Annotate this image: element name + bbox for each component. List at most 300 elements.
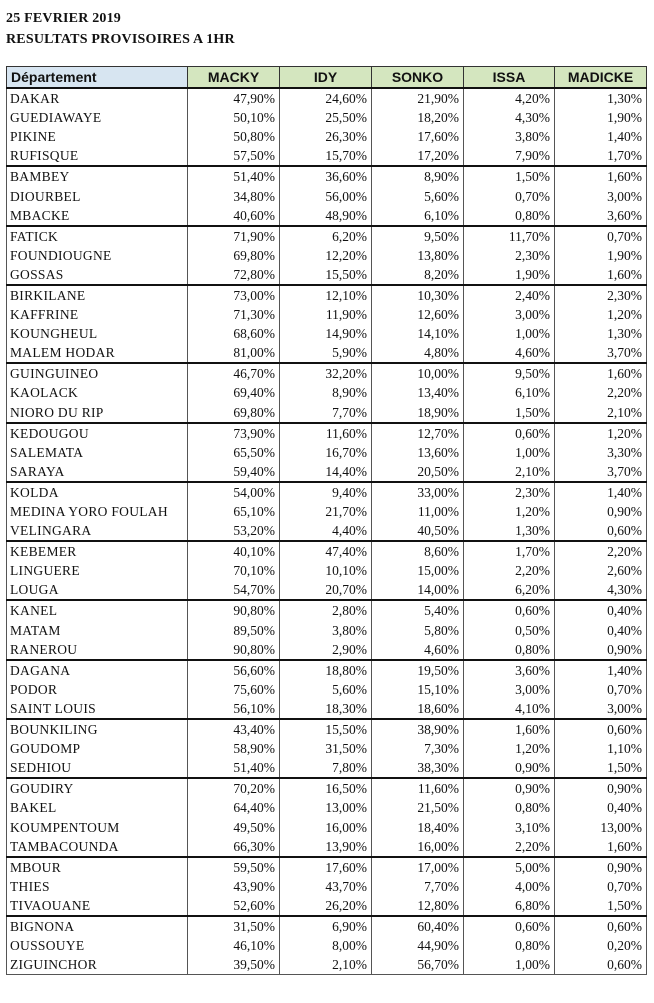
sonko-cell: 40,50% — [372, 521, 464, 541]
table-row — [7, 88, 647, 108]
table-row — [7, 778, 647, 798]
departement-cell: BOUNKILING — [7, 719, 188, 739]
macky-cell: 69,40% — [188, 383, 280, 402]
issa-cell: 0,80% — [464, 798, 555, 817]
departement-cell: KOUMPENTOUM — [7, 817, 188, 836]
idy-cell: 16,50% — [280, 778, 372, 798]
issa-cell: 0,50% — [464, 621, 555, 640]
departement-cell: KEBEMER — [7, 541, 188, 561]
departement-cell: KANEL — [7, 600, 188, 620]
sonko-cell: 21,50% — [372, 798, 464, 817]
sonko-cell: 13,40% — [372, 383, 464, 402]
departement-cell: FATICK — [7, 226, 188, 246]
idy-cell: 11,60% — [280, 423, 372, 443]
departement-cell: PODOR — [7, 680, 188, 699]
table-row — [7, 896, 647, 916]
departement-cell: GUINGUINEO — [7, 363, 188, 383]
column-header-departement: Département — [7, 67, 188, 89]
madicke-cell: 1,40% — [555, 482, 647, 502]
macky-cell: 56,60% — [188, 660, 280, 680]
macky-cell: 51,40% — [188, 166, 280, 186]
issa-cell: 3,00% — [464, 680, 555, 699]
macky-cell: 39,50% — [188, 955, 280, 975]
macky-cell: 90,80% — [188, 600, 280, 620]
madicke-cell: 1,40% — [555, 127, 647, 146]
madicke-cell: 3,00% — [555, 699, 647, 719]
idy-cell: 6,90% — [280, 916, 372, 936]
idy-cell: 56,00% — [280, 186, 372, 205]
issa-cell: 4,00% — [464, 877, 555, 896]
issa-cell: 0,90% — [464, 758, 555, 778]
madicke-cell: 1,70% — [555, 146, 647, 166]
idy-cell: 25,50% — [280, 108, 372, 127]
madicke-cell: 3,30% — [555, 443, 647, 462]
macky-cell: 66,30% — [188, 837, 280, 857]
sonko-cell: 17,60% — [372, 127, 464, 146]
idy-cell: 48,90% — [280, 206, 372, 226]
macky-cell: 70,10% — [188, 561, 280, 580]
madicke-cell: 0,70% — [555, 226, 647, 246]
idy-cell: 26,20% — [280, 896, 372, 916]
table-row — [7, 541, 647, 561]
sonko-cell: 4,80% — [372, 343, 464, 363]
madicke-cell: 0,70% — [555, 680, 647, 699]
madicke-cell: 0,90% — [555, 502, 647, 521]
sonko-cell: 38,30% — [372, 758, 464, 778]
issa-cell: 1,60% — [464, 719, 555, 739]
madicke-cell: 1,10% — [555, 739, 647, 758]
sonko-cell: 12,60% — [372, 305, 464, 324]
idy-cell: 15,50% — [280, 719, 372, 739]
madicke-cell: 4,30% — [555, 580, 647, 600]
table-row — [7, 955, 647, 975]
idy-cell: 4,40% — [280, 521, 372, 541]
madicke-cell: 1,60% — [555, 166, 647, 186]
issa-cell: 7,90% — [464, 146, 555, 166]
macky-cell: 54,00% — [188, 482, 280, 502]
issa-cell: 3,10% — [464, 817, 555, 836]
departement-cell: BAKEL — [7, 798, 188, 817]
macky-cell: 65,10% — [188, 502, 280, 521]
sonko-cell: 5,60% — [372, 186, 464, 205]
madicke-cell: 0,60% — [555, 521, 647, 541]
issa-cell: 1,50% — [464, 403, 555, 423]
sonko-cell: 19,50% — [372, 660, 464, 680]
issa-cell: 1,20% — [464, 502, 555, 521]
issa-cell: 3,80% — [464, 127, 555, 146]
sonko-cell: 4,60% — [372, 640, 464, 660]
table-row — [7, 837, 647, 857]
departement-cell: VELINGARA — [7, 521, 188, 541]
macky-cell: 57,50% — [188, 146, 280, 166]
departement-cell: DAKAR — [7, 88, 188, 108]
column-header-macky: MACKY — [188, 67, 280, 89]
idy-cell: 16,00% — [280, 817, 372, 836]
departement-cell: GUEDIAWAYE — [7, 108, 188, 127]
madicke-cell: 0,90% — [555, 640, 647, 660]
madicke-cell: 2,60% — [555, 561, 647, 580]
sonko-cell: 15,10% — [372, 680, 464, 699]
departement-cell: TIVAOUANE — [7, 896, 188, 916]
idy-cell: 12,20% — [280, 246, 372, 265]
madicke-cell: 1,60% — [555, 265, 647, 285]
table-row — [7, 423, 647, 443]
sonko-cell: 18,60% — [372, 699, 464, 719]
table-row — [7, 798, 647, 817]
madicke-cell: 3,00% — [555, 186, 647, 205]
macky-cell: 59,40% — [188, 462, 280, 482]
table-row — [7, 561, 647, 580]
madicke-cell: 3,70% — [555, 462, 647, 482]
issa-cell: 2,30% — [464, 246, 555, 265]
issa-cell: 0,60% — [464, 916, 555, 936]
idy-cell: 26,30% — [280, 127, 372, 146]
table-row — [7, 502, 647, 521]
sonko-cell: 13,80% — [372, 246, 464, 265]
idy-cell: 9,40% — [280, 482, 372, 502]
macky-cell: 46,10% — [188, 936, 280, 955]
table-row — [7, 857, 647, 877]
departement-cell: SEDHIOU — [7, 758, 188, 778]
madicke-cell: 1,40% — [555, 660, 647, 680]
sonko-cell: 17,00% — [372, 857, 464, 877]
idy-cell: 14,90% — [280, 324, 372, 343]
idy-cell: 31,50% — [280, 739, 372, 758]
report-title: RESULTATS PROVISOIRES A 1HR — [6, 32, 235, 47]
macky-cell: 50,10% — [188, 108, 280, 127]
idy-cell: 10,10% — [280, 561, 372, 580]
departement-cell: KAFFRINE — [7, 305, 188, 324]
idy-cell: 15,70% — [280, 146, 372, 166]
column-header-sonko: SONKO — [372, 67, 464, 89]
issa-cell: 1,00% — [464, 955, 555, 975]
issa-cell: 0,70% — [464, 186, 555, 205]
issa-cell: 0,80% — [464, 936, 555, 955]
macky-cell: 89,50% — [188, 621, 280, 640]
departement-cell: RUFISQUE — [7, 146, 188, 166]
table-row — [7, 600, 647, 620]
table-row — [7, 166, 647, 186]
table-row — [7, 127, 647, 146]
idy-cell: 36,60% — [280, 166, 372, 186]
macky-cell: 73,90% — [188, 423, 280, 443]
madicke-cell: 1,60% — [555, 363, 647, 383]
sonko-cell: 20,50% — [372, 462, 464, 482]
macky-cell: 43,40% — [188, 719, 280, 739]
sonko-cell: 10,30% — [372, 285, 464, 305]
issa-cell: 0,80% — [464, 206, 555, 226]
departement-cell: LOUGA — [7, 580, 188, 600]
macky-cell: 52,60% — [188, 896, 280, 916]
departement-cell: THIES — [7, 877, 188, 896]
macky-cell: 53,20% — [188, 521, 280, 541]
table-row — [7, 699, 647, 719]
macky-cell: 58,90% — [188, 739, 280, 758]
issa-cell: 6,80% — [464, 896, 555, 916]
idy-cell: 17,60% — [280, 857, 372, 877]
sonko-cell: 14,00% — [372, 580, 464, 600]
departement-cell: GOUDOMP — [7, 739, 188, 758]
departement-cell: BAMBEY — [7, 166, 188, 186]
sonko-cell: 14,10% — [372, 324, 464, 343]
table-row — [7, 363, 647, 383]
sonko-cell: 16,00% — [372, 837, 464, 857]
departement-cell: KOUNGHEUL — [7, 324, 188, 343]
madicke-cell: 0,90% — [555, 857, 647, 877]
madicke-cell: 1,30% — [555, 324, 647, 343]
table-row — [7, 877, 647, 896]
sonko-cell: 13,60% — [372, 443, 464, 462]
departement-cell: BIGNONA — [7, 916, 188, 936]
sonko-cell: 33,00% — [372, 482, 464, 502]
sonko-cell: 10,00% — [372, 363, 464, 383]
table-row — [7, 265, 647, 285]
table-row — [7, 146, 647, 166]
idy-cell: 24,60% — [280, 88, 372, 108]
issa-cell: 3,00% — [464, 305, 555, 324]
macky-cell: 56,10% — [188, 699, 280, 719]
idy-cell: 21,70% — [280, 502, 372, 521]
idy-cell: 20,70% — [280, 580, 372, 600]
departement-cell: SARAYA — [7, 462, 188, 482]
table-row — [7, 403, 647, 423]
macky-cell: 70,20% — [188, 778, 280, 798]
issa-cell: 1,90% — [464, 265, 555, 285]
issa-cell: 2,20% — [464, 837, 555, 857]
issa-cell: 4,60% — [464, 343, 555, 363]
idy-cell: 11,90% — [280, 305, 372, 324]
issa-cell: 4,10% — [464, 699, 555, 719]
table-row — [7, 343, 647, 363]
departement-cell: DIOURBEL — [7, 186, 188, 205]
issa-cell: 6,20% — [464, 580, 555, 600]
macky-cell: 75,60% — [188, 680, 280, 699]
departement-cell: BIRKILANE — [7, 285, 188, 305]
madicke-cell: 1,20% — [555, 305, 647, 324]
table-row — [7, 285, 647, 305]
idy-cell: 16,70% — [280, 443, 372, 462]
table-row — [7, 108, 647, 127]
issa-cell: 1,00% — [464, 443, 555, 462]
sonko-cell: 6,10% — [372, 206, 464, 226]
table-row — [7, 680, 647, 699]
madicke-cell: 0,60% — [555, 955, 647, 975]
macky-cell: 71,30% — [188, 305, 280, 324]
table-row — [7, 206, 647, 226]
sonko-cell: 11,60% — [372, 778, 464, 798]
issa-cell: 0,60% — [464, 600, 555, 620]
sonko-cell: 15,00% — [372, 561, 464, 580]
departement-cell: ZIGUINCHOR — [7, 955, 188, 975]
table-row — [7, 246, 647, 265]
table-row — [7, 580, 647, 600]
issa-cell: 2,20% — [464, 561, 555, 580]
issa-cell: 1,20% — [464, 739, 555, 758]
idy-cell: 5,60% — [280, 680, 372, 699]
idy-cell: 6,20% — [280, 226, 372, 246]
macky-cell: 40,60% — [188, 206, 280, 226]
macky-cell: 69,80% — [188, 403, 280, 423]
issa-cell: 5,00% — [464, 857, 555, 877]
sonko-cell: 9,50% — [372, 226, 464, 246]
macky-cell: 69,80% — [188, 246, 280, 265]
departement-cell: NIORO DU RIP — [7, 403, 188, 423]
macky-cell: 51,40% — [188, 758, 280, 778]
departement-cell: MBACKE — [7, 206, 188, 226]
madicke-cell: 1,30% — [555, 88, 647, 108]
macky-cell: 46,70% — [188, 363, 280, 383]
sonko-cell: 21,90% — [372, 88, 464, 108]
departement-cell: SALEMATA — [7, 443, 188, 462]
idy-cell: 3,80% — [280, 621, 372, 640]
madicke-cell: 2,10% — [555, 403, 647, 423]
issa-cell: 0,60% — [464, 423, 555, 443]
idy-cell: 14,40% — [280, 462, 372, 482]
idy-cell: 2,10% — [280, 955, 372, 975]
macky-cell: 54,70% — [188, 580, 280, 600]
table-row — [7, 383, 647, 402]
column-header-madicke: MADICKE — [555, 67, 647, 89]
macky-cell: 43,90% — [188, 877, 280, 896]
column-header-issa: ISSA — [464, 67, 555, 89]
sonko-cell: 12,70% — [372, 423, 464, 443]
table-row — [7, 739, 647, 758]
table-row — [7, 305, 647, 324]
idy-cell: 18,80% — [280, 660, 372, 680]
macky-cell: 34,80% — [188, 186, 280, 205]
madicke-cell: 1,90% — [555, 108, 647, 127]
sonko-cell: 18,90% — [372, 403, 464, 423]
table-row — [7, 916, 647, 936]
macky-cell: 73,00% — [188, 285, 280, 305]
departement-cell: DAGANA — [7, 660, 188, 680]
macky-cell: 47,90% — [188, 88, 280, 108]
sonko-cell: 7,70% — [372, 877, 464, 896]
departement-cell: OUSSOUYE — [7, 936, 188, 955]
issa-cell: 2,40% — [464, 285, 555, 305]
madicke-cell: 0,40% — [555, 600, 647, 620]
madicke-cell: 1,50% — [555, 896, 647, 916]
madicke-cell: 13,00% — [555, 817, 647, 836]
idy-cell: 2,80% — [280, 600, 372, 620]
issa-cell: 2,30% — [464, 482, 555, 502]
issa-cell: 1,30% — [464, 521, 555, 541]
idy-cell: 47,40% — [280, 541, 372, 561]
departement-cell: MBOUR — [7, 857, 188, 877]
madicke-cell: 3,60% — [555, 206, 647, 226]
table-row — [7, 817, 647, 836]
idy-cell: 13,90% — [280, 837, 372, 857]
report-date: 25 FEVRIER 2019 — [6, 11, 122, 26]
sonko-cell: 7,30% — [372, 739, 464, 758]
macky-cell: 50,80% — [188, 127, 280, 146]
macky-cell: 59,50% — [188, 857, 280, 877]
sonko-cell: 18,20% — [372, 108, 464, 127]
macky-cell: 71,90% — [188, 226, 280, 246]
departement-cell: SAINT LOUIS — [7, 699, 188, 719]
sonko-cell: 12,80% — [372, 896, 464, 916]
madicke-cell: 1,60% — [555, 837, 647, 857]
table-body — [7, 88, 647, 975]
idy-cell: 7,80% — [280, 758, 372, 778]
document-header — [6, 8, 235, 50]
sonko-cell: 38,90% — [372, 719, 464, 739]
results-table — [6, 66, 647, 975]
issa-cell: 1,00% — [464, 324, 555, 343]
madicke-cell: 0,70% — [555, 877, 647, 896]
issa-cell: 2,10% — [464, 462, 555, 482]
sonko-cell: 18,40% — [372, 817, 464, 836]
macky-cell: 65,50% — [188, 443, 280, 462]
issa-cell: 4,20% — [464, 88, 555, 108]
departement-cell: KAOLACK — [7, 383, 188, 402]
table-row — [7, 482, 647, 502]
madicke-cell: 2,30% — [555, 285, 647, 305]
issa-cell: 6,10% — [464, 383, 555, 402]
madicke-cell: 0,90% — [555, 778, 647, 798]
macky-cell: 31,50% — [188, 916, 280, 936]
issa-cell: 1,70% — [464, 541, 555, 561]
issa-cell: 0,90% — [464, 778, 555, 798]
departement-cell: KOLDA — [7, 482, 188, 502]
macky-cell: 81,00% — [188, 343, 280, 363]
departement-cell: GOSSAS — [7, 265, 188, 285]
madicke-cell: 0,40% — [555, 621, 647, 640]
madicke-cell: 2,20% — [555, 541, 647, 561]
madicke-cell: 2,20% — [555, 383, 647, 402]
macky-cell: 72,80% — [188, 265, 280, 285]
sonko-cell: 5,40% — [372, 600, 464, 620]
issa-cell: 9,50% — [464, 363, 555, 383]
madicke-cell: 0,60% — [555, 719, 647, 739]
table-row — [7, 719, 647, 739]
sonko-cell: 5,80% — [372, 621, 464, 640]
table-row — [7, 660, 647, 680]
madicke-cell: 0,20% — [555, 936, 647, 955]
macky-cell: 40,10% — [188, 541, 280, 561]
column-header-idy: IDY — [280, 67, 372, 89]
macky-cell: 49,50% — [188, 817, 280, 836]
macky-cell: 68,60% — [188, 324, 280, 343]
idy-cell: 13,00% — [280, 798, 372, 817]
table-row — [7, 640, 647, 660]
madicke-cell: 0,40% — [555, 798, 647, 817]
idy-cell: 15,50% — [280, 265, 372, 285]
sonko-cell: 8,60% — [372, 541, 464, 561]
departement-cell: MEDINA YORO FOULAH — [7, 502, 188, 521]
departement-cell: FOUNDIOUGNE — [7, 246, 188, 265]
departement-cell: LINGUERE — [7, 561, 188, 580]
issa-cell: 0,80% — [464, 640, 555, 660]
sonko-cell: 11,00% — [372, 502, 464, 521]
departement-cell: RANEROU — [7, 640, 188, 660]
idy-cell: 43,70% — [280, 877, 372, 896]
table-row — [7, 936, 647, 955]
idy-cell: 8,00% — [280, 936, 372, 955]
table-row — [7, 758, 647, 778]
issa-cell: 11,70% — [464, 226, 555, 246]
madicke-cell: 1,90% — [555, 246, 647, 265]
sonko-cell: 8,20% — [372, 265, 464, 285]
issa-cell: 3,60% — [464, 660, 555, 680]
sonko-cell: 8,90% — [372, 166, 464, 186]
sonko-cell: 56,70% — [372, 955, 464, 975]
departement-cell: KEDOUGOU — [7, 423, 188, 443]
table-header-row — [7, 67, 647, 89]
table-row — [7, 186, 647, 205]
sonko-cell: 60,40% — [372, 916, 464, 936]
macky-cell: 64,40% — [188, 798, 280, 817]
